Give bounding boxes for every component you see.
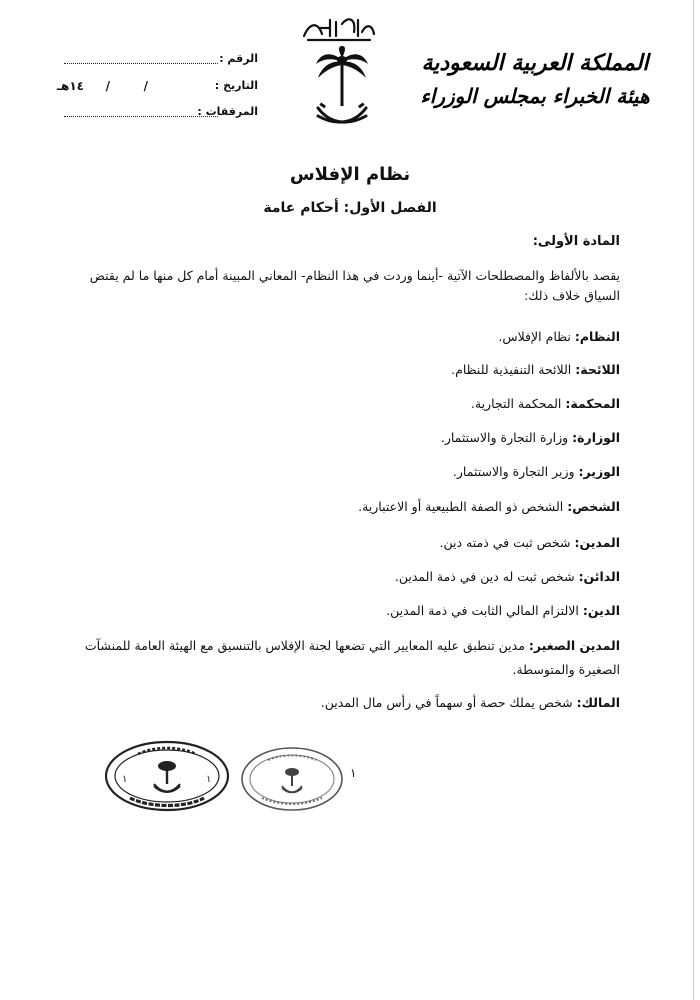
definition-term: اللائحة: [575, 362, 620, 377]
palm-swords-emblem-icon [314, 46, 370, 132]
number-field [58, 50, 258, 70]
definition-term: المدين الصغير: [528, 638, 620, 653]
scan-edge [693, 0, 694, 1000]
definition-term: الوزارة: [572, 430, 620, 445]
definition-term: الشخص: [567, 499, 620, 514]
definition-item [80, 692, 620, 714]
definition-term: الوزير: [578, 464, 620, 479]
bismillah-calligraphy [300, 14, 378, 44]
number-blank [64, 63, 218, 64]
authority-name: المملكة العربية السعودية [421, 50, 649, 76]
definition-text: مدين تنطبق عليه المعايير التي تضعها لجنة الإفلاس بالتنسيق مع الهيئة العامة للمنشآت الصغيرة والمتوسطة. [84, 638, 620, 677]
definition-text: الالتزام المالي الثابت في ذمة المدين. [386, 603, 579, 618]
attachments-field [58, 103, 258, 123]
attachments-blank [64, 116, 218, 117]
definition-text: وزارة التجارة والاستثمار. [440, 430, 569, 445]
secretariat-seal-stamp [240, 746, 344, 812]
number-label: الرقم : [219, 52, 258, 65]
official-seal-stamp [104, 740, 230, 812]
definition-item [80, 359, 620, 381]
definition-text: المحكمة التجارية. [470, 396, 562, 411]
marginal-mark: ١ [350, 766, 357, 780]
definition-term: المدين: [574, 535, 620, 550]
definition-text: شخص يملك حصة أو سهماً في رأس مال المدين. [320, 695, 573, 710]
definition-item [80, 634, 620, 682]
definition-text: شخص ثبت له دين في ذمة المدين. [394, 569, 575, 584]
definition-term: المالك: [576, 695, 620, 710]
definition-text: وزير التجارة والاستثمار. [452, 464, 575, 479]
definition-term: الدين: [582, 603, 620, 618]
date-year-suffix: ١٤هـ [56, 79, 84, 93]
definition-text: اللائحة التنفيذية للنظام. [451, 362, 572, 377]
document-title: نظام الإفلاس [289, 164, 411, 185]
definition-text: نظام الإفلاس. [498, 329, 571, 344]
svg-text:١: ١ [122, 774, 128, 785]
attachments-label: المرفقات : [197, 105, 258, 118]
definition-item [80, 326, 620, 348]
definition-term: الدائن: [578, 569, 620, 584]
intro-paragraph: يقصد بالألفاظ والمصطلحات الآتية -أينما وردت في هذا النظام- المعاني المبينة أمام كل منها ما لم يقتض السياق خلاف ذلك: [89, 268, 620, 303]
definition-item [80, 393, 620, 415]
definition-text: الشخص ذو الصفة الطبيعية أو الاعتبارية. [358, 499, 564, 514]
date-parts [56, 79, 196, 95]
definition-item [80, 461, 620, 483]
article-heading: المادة الأولى: [532, 234, 620, 249]
definition-term: النظام: [574, 329, 620, 344]
date-slash-2: / [105, 79, 110, 93]
definition-text: شخص ثبت في ذمته دين. [439, 535, 571, 550]
definition-item [80, 532, 620, 554]
date-slash-1: / [143, 79, 148, 93]
definition-item [80, 566, 620, 588]
definition-item [80, 427, 620, 449]
svg-text:١: ١ [206, 774, 212, 785]
chapter-heading: الفصل الأول: أحكام عامة [263, 200, 437, 216]
definition-term: المحكمة: [565, 396, 620, 411]
date-label: التاريخ : [214, 79, 258, 92]
authority-department: هيئة الخبراء بمجلس الوزراء [420, 84, 650, 108]
definition-item [80, 600, 620, 622]
definition-item [80, 496, 620, 518]
